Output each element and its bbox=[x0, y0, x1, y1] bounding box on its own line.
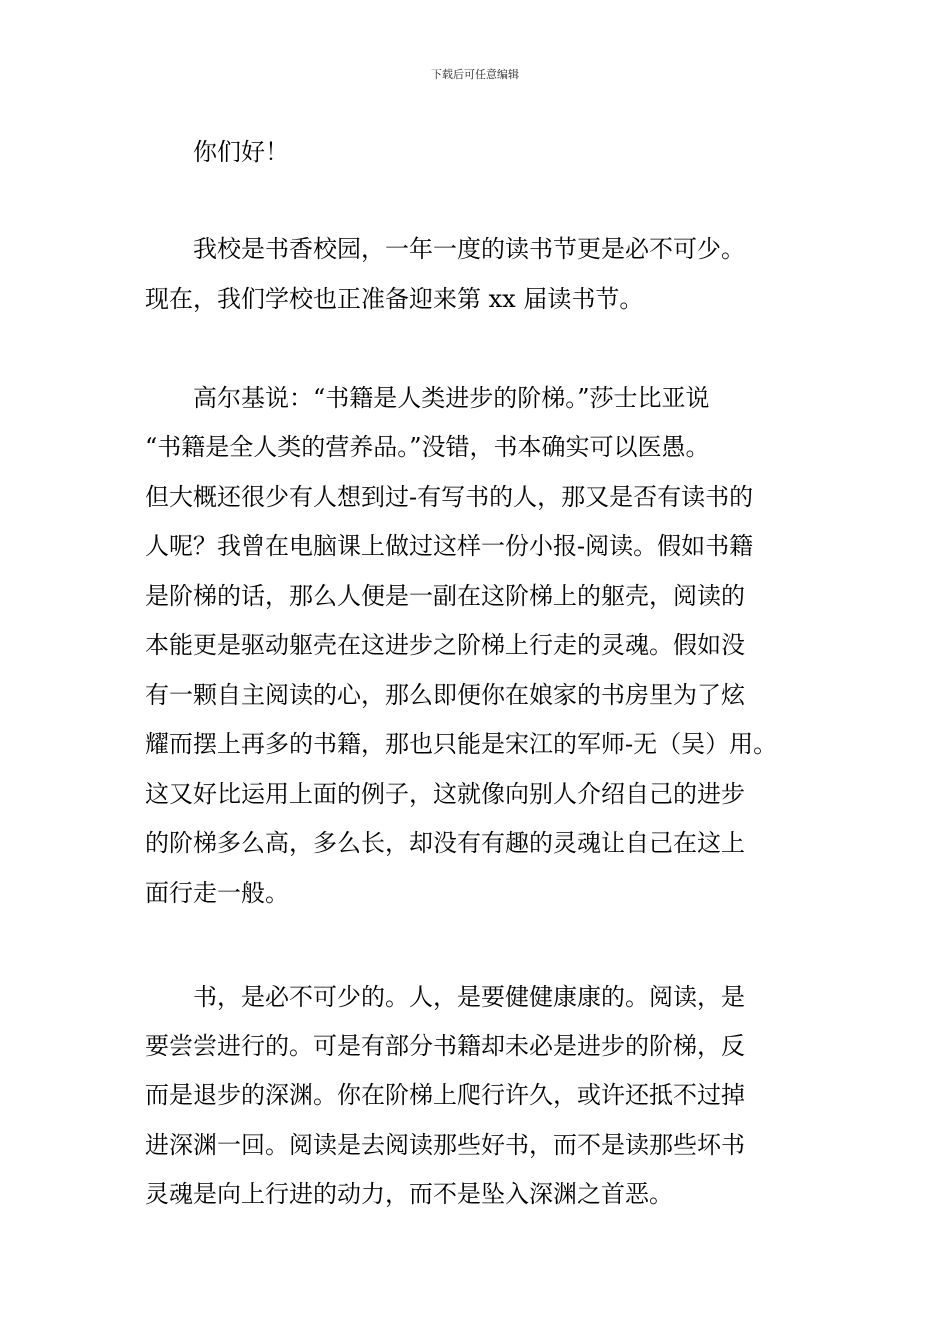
text-line: 是阶梯的话，那么人便是一副在这阶梯上的躯壳，阅读的 bbox=[145, 582, 745, 610]
text-line: 本能更是驱动躯壳在这进步之阶梯上行走的灵魂。假如没 bbox=[145, 631, 745, 659]
text-line: 人呢？我曾在电脑课上做过这样一份小报-阅读。假如书籍 bbox=[145, 532, 754, 560]
text-line: 但大概还很少有人想到过-有写书的人，那又是否有读书的 bbox=[145, 483, 754, 511]
text-line: 现在，我们学校也正准备迎来第 xx 届读书节。 bbox=[145, 285, 644, 313]
text-line: 这又好比运用上面的例子，这就像向别人介绍自己的进步 bbox=[145, 780, 745, 808]
text-line: 我校是书香校园，一年一度的读书节更是必不可少。 bbox=[193, 235, 745, 263]
text-line: 高尔基说：“书籍是人类进步的阶梯。”莎士比亚说 bbox=[193, 384, 710, 412]
text-line: 你们好！ bbox=[193, 138, 289, 166]
text-line: 书，是必不可少的。人，是要健健康康的。阅读，是 bbox=[193, 983, 745, 1011]
text-line: 有一颗自主阅读的心，那么即便你在娘家的书房里为了炫 bbox=[145, 681, 745, 709]
text-line: 而是退步的深渊。你在阶梯上爬行许久，或许还抵不过掉 bbox=[145, 1081, 745, 1109]
text-line: 灵魂是向上行进的动力，而不是坠入深渊之首恶。 bbox=[145, 1180, 673, 1208]
text-line: 面行走一般。 bbox=[145, 879, 289, 907]
page-header: 下载后可任意编辑 bbox=[431, 68, 519, 81]
text-line: 进深渊一回。阅读是去阅读那些好书，而不是读那些坏书 bbox=[145, 1131, 745, 1159]
text-line: “书籍是全人类的营养品。”没错，书本确实可以医愚。 bbox=[145, 433, 710, 461]
text-line: 的阶梯多么高，多么长，却没有有趣的灵魂让自己在这上 bbox=[145, 829, 745, 857]
text-line: 要尝尝进行的。可是有部分书籍却未必是进步的阶梯，反 bbox=[145, 1032, 745, 1060]
text-line: 耀而摆上再多的书籍，那也只能是宋江的军师-无（吴）用。 bbox=[145, 730, 778, 758]
